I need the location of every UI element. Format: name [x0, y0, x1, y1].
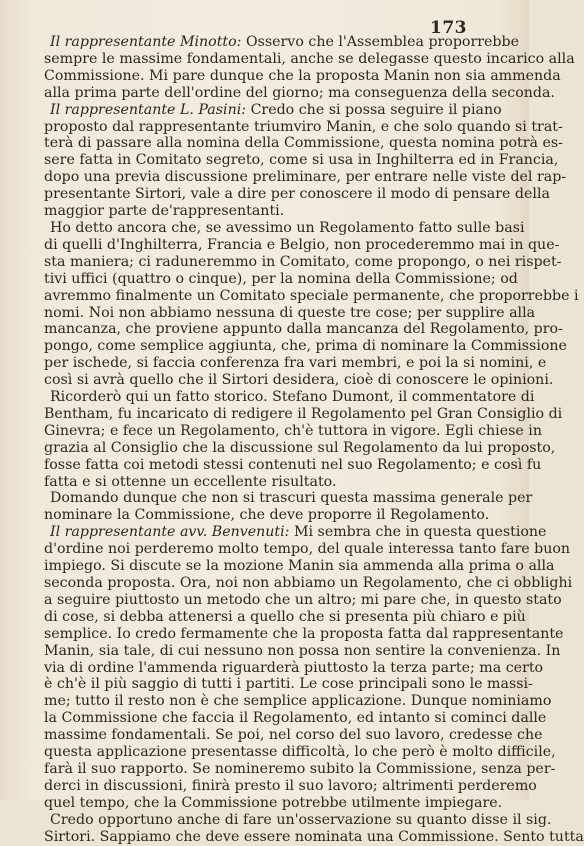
text-line: [44, 389, 535, 406]
text-line: [44, 693, 552, 710]
line-text: seconda proposta. Ora, noi non abbiamo un Regolamento, che ci obblighi: [44, 575, 573, 591]
text-line: [44, 101, 502, 119]
speaker-name: Il rappresentante L. Pasini:: [50, 101, 247, 118]
line-text: di cose, si debba attenersi a quello che si presenta più chiaro e più: [44, 608, 526, 625]
line-text: questa applicazione presentasse difficoltà, lo che però è molto difficile,: [44, 744, 556, 761]
line-text: Mi sembra che in questa questione: [293, 524, 547, 541]
text-line: [44, 744, 556, 761]
line-text: alla prima parte dell'ordine del giorno; ma conseguenza della seconda.: [44, 84, 555, 101]
line-text: derci in discussioni, finirà presto il suo lavoro; altrimenti perderemo: [44, 777, 537, 794]
text-line: [44, 456, 542, 474]
text-line: [44, 608, 526, 626]
text-line: [44, 219, 525, 237]
line-text: Ricorderò qui un fatto storico. Stefano Dumont, il commentatore di: [50, 389, 535, 406]
line-text: massime fondamentali. Se poi, nel corso del suo lavoro, credesse che: [44, 727, 543, 744]
text-line: [44, 50, 575, 68]
text-line: [44, 474, 462, 491]
line-text: grazia al Consiglio che la discussione sul Regolamento da lui proposto,: [44, 439, 556, 456]
line-text: Domando dunque che non si trascuri questa massima generale per: [50, 490, 533, 507]
line-text: via di ordine l'ammenda riguarderà piuttosto la terza parte; ma certo: [44, 659, 544, 676]
line-text: Commissione. Mi pare dunque che la proposta Manin non sia ammenda: [44, 67, 561, 84]
text-line: [44, 659, 544, 677]
text-line: [44, 811, 552, 829]
text-line: [44, 253, 562, 271]
line-text: sempre le massime fondamentali, anche se delegasse questo incarico alla: [44, 50, 575, 67]
text-line: [44, 321, 563, 338]
line-text: farà il suo rapporto. Se nomineremo subito la Commissione, senza per-: [44, 760, 556, 777]
line-text: sta maniera; ci raduneremmo in Comitato, come propongo, o nei rispet-: [44, 253, 562, 270]
line-text: nomi. Noi non abbiamo nessuna di queste tre cose; per supplire alla: [44, 304, 536, 321]
paragraph: [44, 101, 567, 220]
line-text: maggior parte de'rappresentanti.: [44, 203, 285, 220]
line-text: Credo opportuno anche di fare un'osservazione su quanto disse il sig.: [50, 811, 552, 828]
text-line: [44, 287, 579, 305]
line-text: dopo una previa discussione preliminare, per entrare nelle viste del rap-: [44, 169, 567, 186]
line-text: fosse fatta coi metodi stessi contenuti nel suo Regolamento; e così fu: [44, 456, 542, 473]
line-text: avremmo finalmente un Comitato speciale permanente, che proporrebbe i: [44, 287, 579, 304]
text-line: [44, 422, 542, 440]
text-line: [44, 118, 563, 136]
text-line: [44, 642, 561, 660]
text-line: [44, 186, 550, 203]
line-text: quel tempo, che la Commissione potrebbe utilmente impiegare.: [44, 794, 503, 811]
paragraph: [44, 219, 579, 389]
line-text: Ginevra; e fece un Regolamento, ch'è tuttora in vigore. Egli chiese in: [44, 422, 542, 439]
text-line: [44, 541, 571, 558]
text-line: [44, 34, 519, 51]
text-line: [44, 439, 556, 457]
page-body: [44, 34, 584, 846]
line-text: la Commissione che faccia il Regolamento, ed intanto si cominci dalle: [44, 710, 547, 727]
text-line: [44, 236, 560, 254]
line-text: così si avrà quello che il Sirtori desidera, cioè di conoscere le opinioni.: [44, 372, 554, 389]
paragraph: [44, 524, 573, 811]
line-text: Ho detto ancora che, se avessimo un Regolamento fatto sulle basi: [50, 219, 525, 236]
text-line: [44, 524, 547, 541]
line-text: Osservo che l'Assemblea proporrebbe: [245, 34, 519, 50]
line-text: d'ordine noi perderemo molto tempo, del quale interessa tanto fare buon: [44, 541, 571, 558]
text-line: [44, 558, 555, 575]
line-text: me; tutto il resto non è che semplice applicazione. Dunque nominiamo: [44, 693, 552, 710]
text-line: [44, 575, 573, 592]
text-line: [44, 727, 543, 744]
text-line: [44, 84, 555, 102]
text-line: [44, 304, 536, 322]
text-line: [44, 507, 490, 524]
text-line: [44, 169, 567, 186]
line-text: a seguire piuttosto un metodo che un altro; mi pare che, in questo stato: [44, 591, 562, 608]
text-line: [44, 710, 547, 727]
text-line: [44, 794, 503, 812]
text-line: [44, 67, 561, 85]
text-line: [44, 135, 563, 152]
line-text: nominare la Commissione, che deve proporre il Regolamento.: [44, 507, 490, 524]
text-line: [44, 490, 533, 507]
text-line: [44, 591, 562, 609]
line-text: pongo, come semplice aggiunta, che, prima di nominare la Commissione: [44, 338, 567, 355]
text-line: [44, 355, 547, 372]
line-text: impiego. Si discute se la mozione Manin sia ammenda alla prima o alla: [44, 558, 555, 575]
text-line: [44, 270, 518, 288]
line-text: è ch'è il più saggio di tutti i partiti. Le cose principali sono le massi-: [44, 676, 533, 693]
page-number: 173: [430, 18, 467, 38]
line-text: Manin, sia tale, di cui nessuno non possa non sentire la convenienza. In: [44, 642, 561, 659]
text-line: [44, 203, 462, 220]
line-text: terà di passare alla nomina della Commissione, questa nomina potrà es-: [44, 135, 563, 152]
speaker-name: Il rappresentante Minotto:: [50, 34, 242, 50]
line-text: mancanza, che proviene appunto dalla mancanza del Regolamento, pro-: [44, 321, 563, 338]
text-line: [44, 760, 556, 778]
paragraph: [44, 389, 563, 490]
paragraph: [44, 34, 575, 102]
line-text: fatta e si ottenne un eccellente risultato.: [44, 473, 337, 490]
line-text: di quelli d'Inghilterra, Francia e Belgio, non procederemmo mai in que-: [44, 236, 560, 253]
line-text: sere fatta in Comitato segreto, come si usa in Inghilterra ed in Francia,: [44, 152, 559, 169]
line-text: tivi uffici (quattro o cinque), per la nomina della Commissione; od: [44, 270, 518, 287]
line-text: Bentham, fu incaricato di redigere il Regolamento pel Gran Consiglio di: [44, 405, 563, 422]
line-text: per ischede, si faccia conferenza fra vari membri, e poi la si nomini, e: [44, 355, 547, 372]
line-text: presentante Sirtori, vale a dire per conoscere il modo di pensare della: [44, 186, 550, 203]
speaker-name: Il rappresentante avv. Benvenuti:: [50, 524, 290, 541]
paragraph: [44, 811, 584, 846]
text-line: [44, 372, 554, 389]
text-line: [44, 405, 563, 423]
line-text: Sirtori. Sappiamo che deve essere nominata una Commissione. Sento tutta: [44, 828, 584, 845]
paragraph: [44, 490, 533, 524]
text-line: [44, 828, 584, 846]
text-line: [44, 338, 567, 355]
line-text: Credo che si possa seguire il piano: [250, 101, 502, 118]
text-line: [44, 152, 559, 169]
line-text: proposto dal rappresentante triumviro Manin, e che solo quando si trat-: [44, 118, 563, 135]
text-line: [44, 676, 533, 693]
line-text: semplice. Io credo fermamente che la proposta fatta dal rappresentante: [44, 625, 564, 642]
text-line: [44, 777, 537, 795]
text-line: [44, 625, 564, 643]
